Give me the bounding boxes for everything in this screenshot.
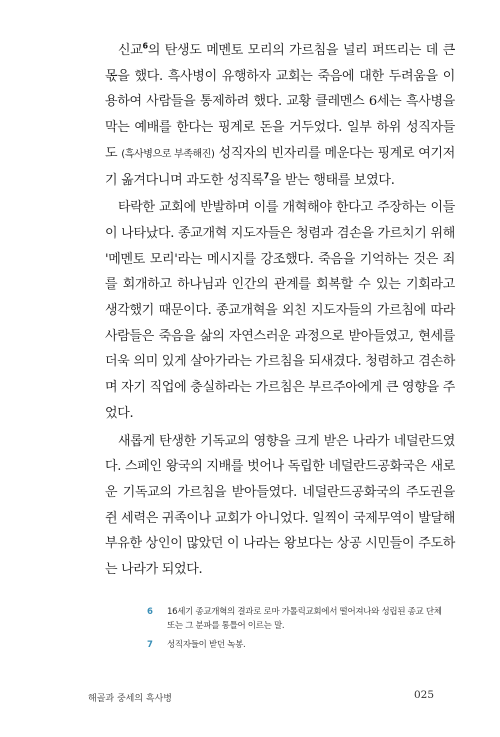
footnotes	[147, 605, 447, 657]
p1-text-d: 을 받는 행태를 보였다.	[268, 172, 395, 188]
p1-text-a: 신교	[118, 43, 143, 58]
running-footer-title: 해골과 중세의 흑사병	[88, 694, 172, 704]
footnote-6	[147, 605, 447, 633]
paragraph-1	[105, 38, 455, 193]
body-text	[105, 38, 455, 585]
p1-text-c: 성직자의 빈자리를 메운다는 핑계로 여기저기 옮겨다니며 과도한 성직록	[105, 145, 455, 188]
footnote-text: 16세기 종교개혁의 결과로 로마 가톨릭교회에서 떨어져나와 성립된 종교 단체 또는 그 분파를 통틀어 이르는 말.	[167, 607, 442, 631]
footnote-number: 7	[147, 640, 153, 650]
p1-text-b: 의 탄생도 메멘토 모리의 가르침을 널리 퍼뜨리는 데 큰 몫을 했다. 흑사병이 유행하자 교회는 죽음에 대한 두려움을 이용하여 사람들을 통제하려 했다. 교황 클레멘스 6세는 흑사병을 막는 예배를 한다는 핑계로 돈을 거두었다. 일부 하위 성직자들도	[105, 43, 455, 161]
footnote-ref-7[interactable]: 7	[263, 171, 269, 181]
p1-aside: (흑사병으로 부족해진)	[121, 148, 215, 160]
footnote-number: 6	[147, 607, 153, 617]
paragraph-2: 타락한 교회에 반발하며 이를 개혁해야 한다고 주장하는 이들이 나타났다. 종교개혁 지도자들은 청렴과 겸손을 가르치기 위해 '메멘토 모리'라는 메시지를 강조했다. 죽음을 기억하는 것은 죄를 회개하고 하나님과 인간의 관계를 회복할 수 있는 기회라고 생각했기 때문이다. 종교개혁을 외친 지도자들의 가르침에 따라 사람들은 죽음을 삶의 자연스러운 과정으로 받아들였고, 현세를 더욱 의미 있게 살아가라는 가르침을 되새겼다. 청렴하고 겸손하며 자기 직업에 충실하라는 가르침은 부르주아에게 큰 영향을 주었다.	[105, 200, 455, 421]
footnote-ref-6[interactable]: 6	[142, 41, 148, 51]
paragraph-3: 새롭게 탄생한 기독교의 영향을 크게 받은 나라가 네덜란드였다. 스페인 왕국의 지배를 벗어나 독립한 네덜란드공화국은 새로운 기독교의 가르침을 받아들였다. 네덜란드공화국의 주도권을 쥔 세력은 귀족이나 교회가 아니었다. 일찍이 국제무역이 발달해 부유한 상인이 많았던 이 나라는 왕보다는 상공 시민들이 주도하는 나라가 되었다.	[105, 433, 455, 578]
page-number: 025	[413, 689, 434, 701]
footnote-text: 성직자들이 받던 녹봉.	[167, 640, 246, 650]
footnote-7	[147, 638, 447, 652]
